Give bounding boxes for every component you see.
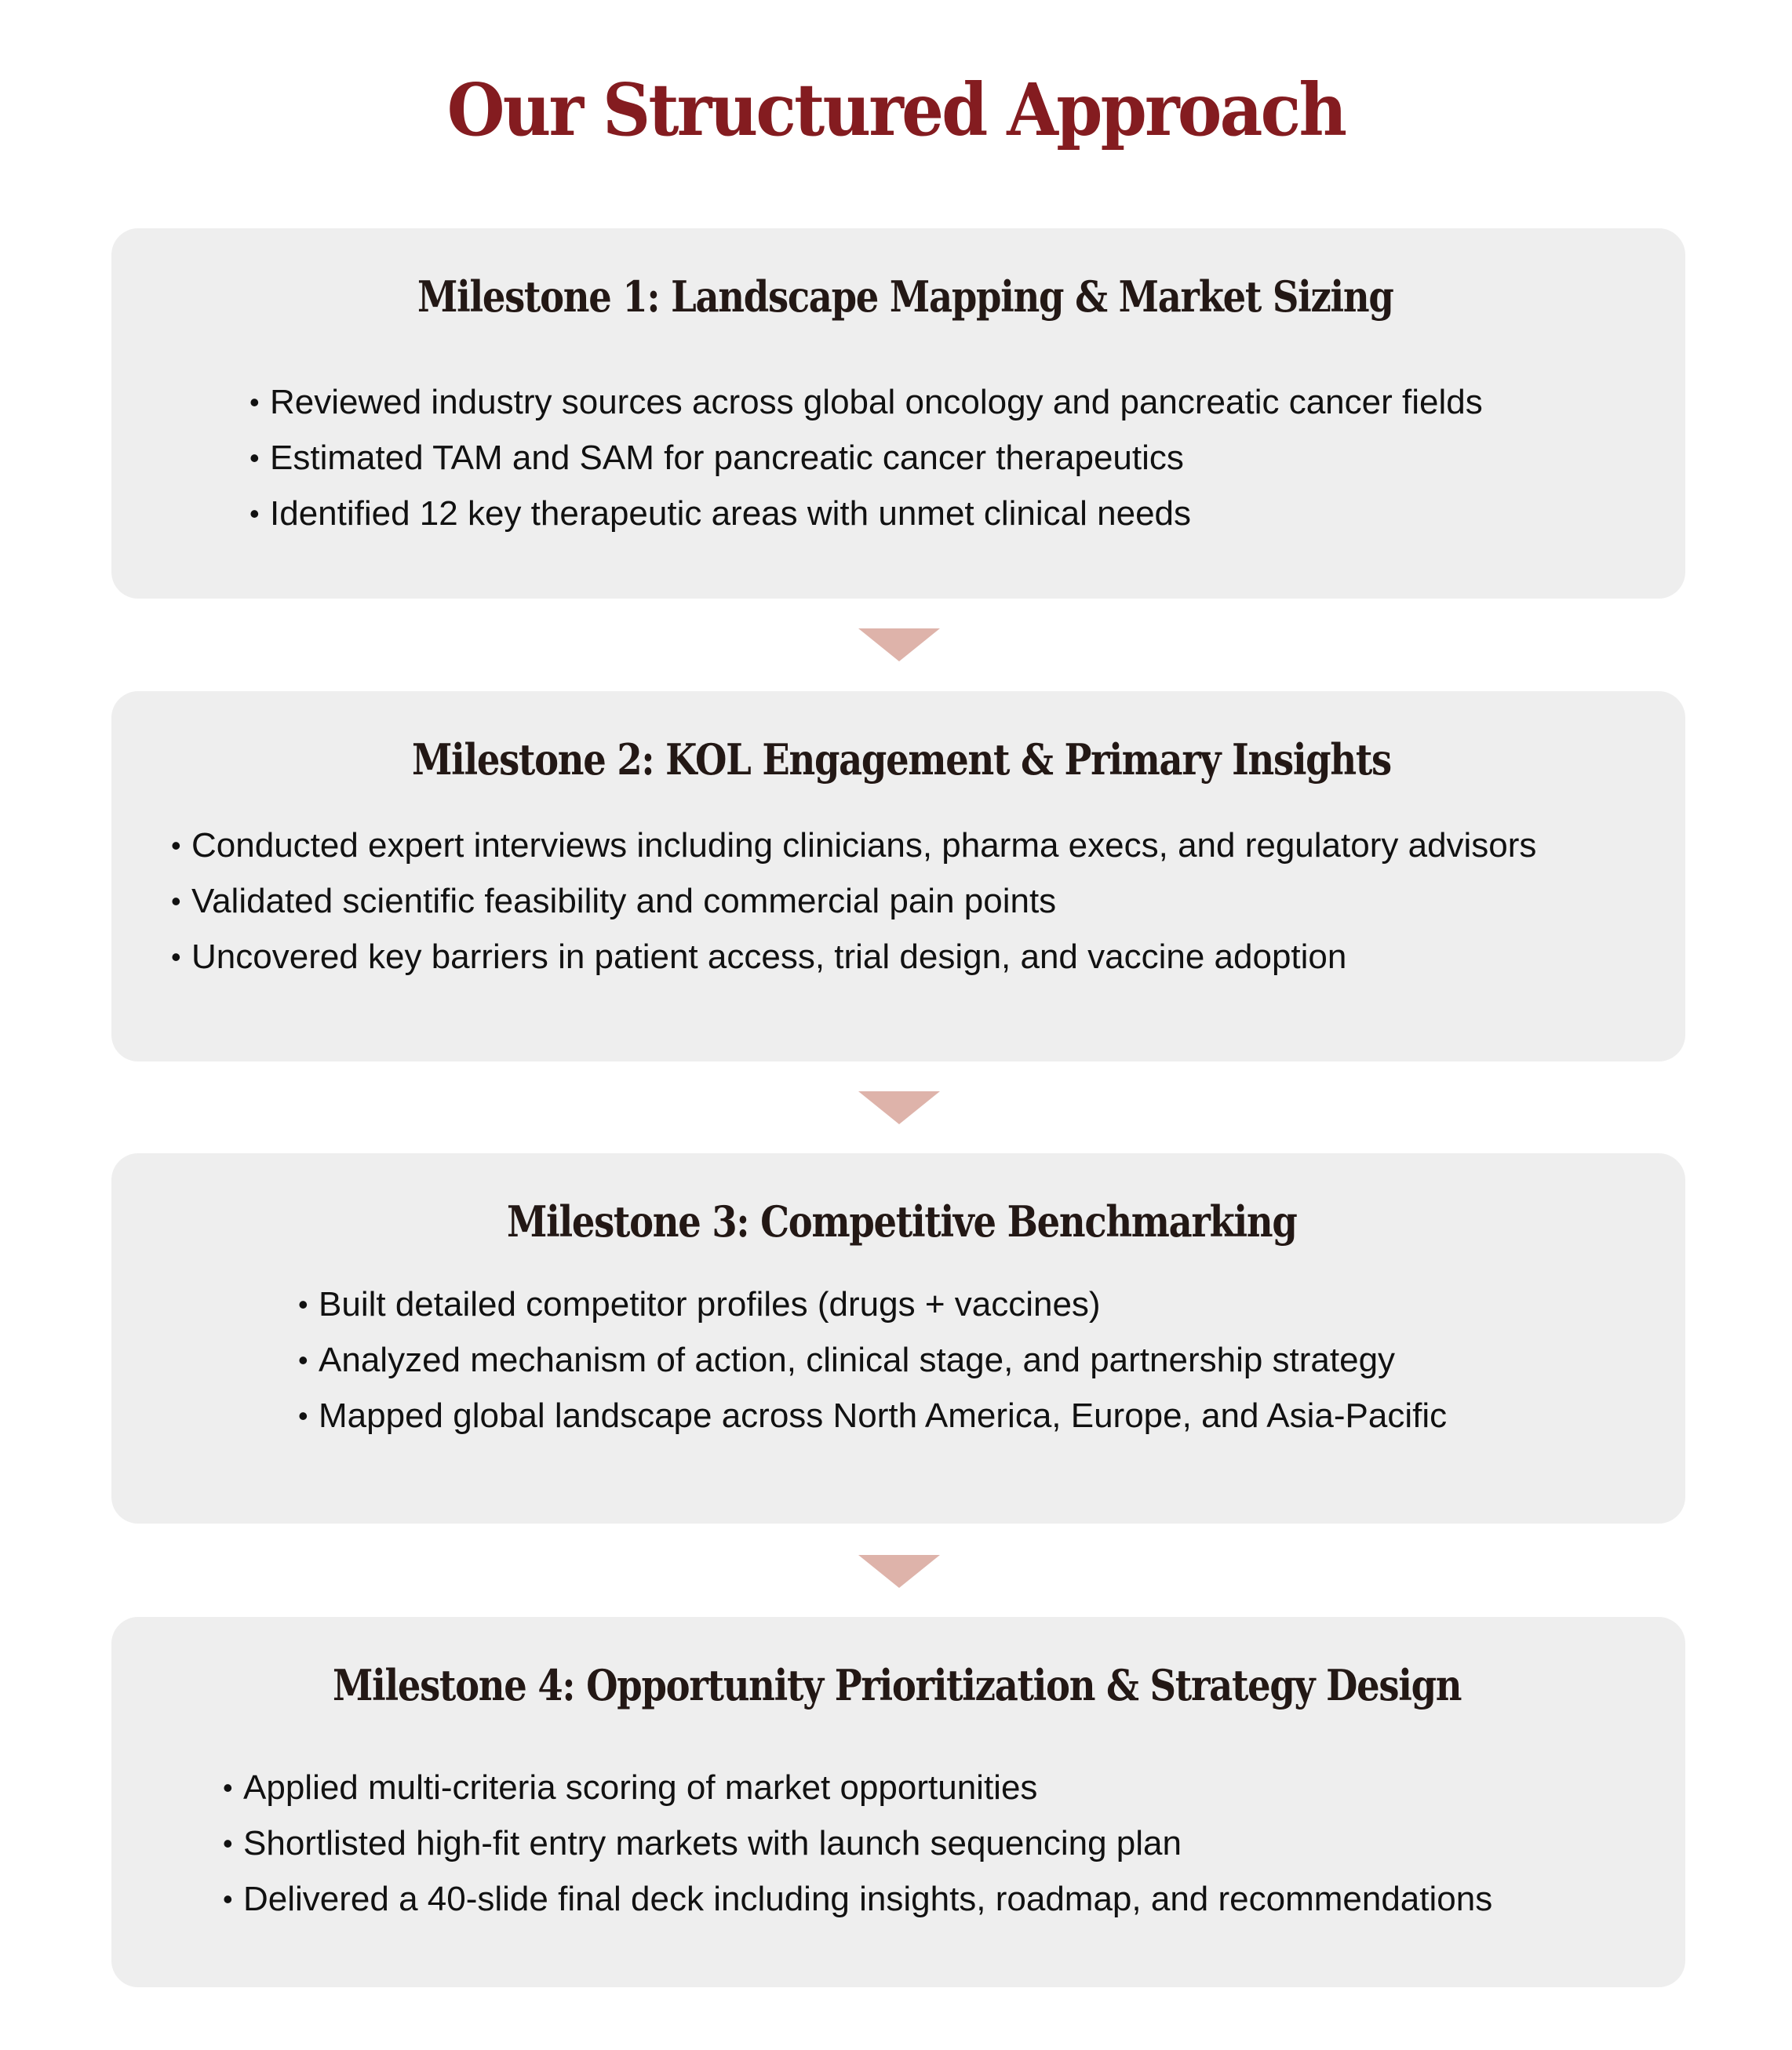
milestone-bullet-list <box>298 1276 1447 1444</box>
list-item: • Uncovered key barriers in patient access, trial design, and vaccine adoption <box>171 929 1536 985</box>
list-item: • Reviewed industry sources across global oncology and pancreatic cancer fields <box>249 374 1483 430</box>
list-item: • Identified 12 key therapeutic areas with unmet clinical needs <box>249 486 1483 541</box>
milestone-bullet-list <box>223 1760 1492 1927</box>
list-item: • Estimated TAM and SAM for pancreatic cancer therapeutics <box>249 430 1483 486</box>
list-item: • Analyzed mechanism of action, clinical stage, and partnership strategy <box>298 1332 1447 1388</box>
list-item: • Built detailed competitor profiles (drugs + vaccines) <box>298 1276 1447 1332</box>
milestone-card-3 <box>111 1153 1685 1524</box>
milestone-card-1 <box>111 228 1685 599</box>
milestone-bullet-list <box>249 374 1483 541</box>
list-item: • Applied multi-criteria scoring of market opportunities <box>223 1760 1492 1815</box>
arrow-down-icon <box>858 1555 940 1588</box>
milestone-bullet-list <box>171 817 1536 985</box>
list-item: • Shortlisted high-fit entry markets with launch sequencing plan <box>223 1815 1492 1871</box>
milestone-heading <box>111 1186 1792 1257</box>
list-item: • Delivered a 40-slide final deck including insights, roadmap, and recommendations <box>223 1871 1492 1927</box>
milestone-heading <box>111 1650 1792 1720</box>
arrow-down-icon <box>858 628 940 661</box>
milestone-heading <box>111 724 1792 795</box>
list-item: • Mapped global landscape across North America, Europe, and Asia-Pacific <box>298 1388 1447 1444</box>
milestone-card-4 <box>111 1617 1685 1987</box>
milestone-heading-text: Milestone 1: Landscape Mapping & Market Sizing <box>417 271 1393 322</box>
milestone-heading-text: Milestone 2: KOL Engagement & Primary Insights <box>412 734 1391 785</box>
list-item: • Validated scientific feasibility and commercial pain points <box>171 873 1536 929</box>
arrow-down-icon <box>858 1091 940 1124</box>
milestone-card-2 <box>111 691 1685 1061</box>
milestone-heading-text: Milestone 3: Competitive Benchmarking <box>507 1196 1297 1247</box>
list-item: • Conducted expert interviews including clinicians, pharma execs, and regulatory advisors <box>171 817 1536 873</box>
milestone-heading <box>111 261 1792 332</box>
page-title: Our Structured Approach <box>446 67 1346 152</box>
milestone-heading-text: Milestone 4: Opportunity Prioritization & Strategy Design <box>333 1660 1462 1710</box>
